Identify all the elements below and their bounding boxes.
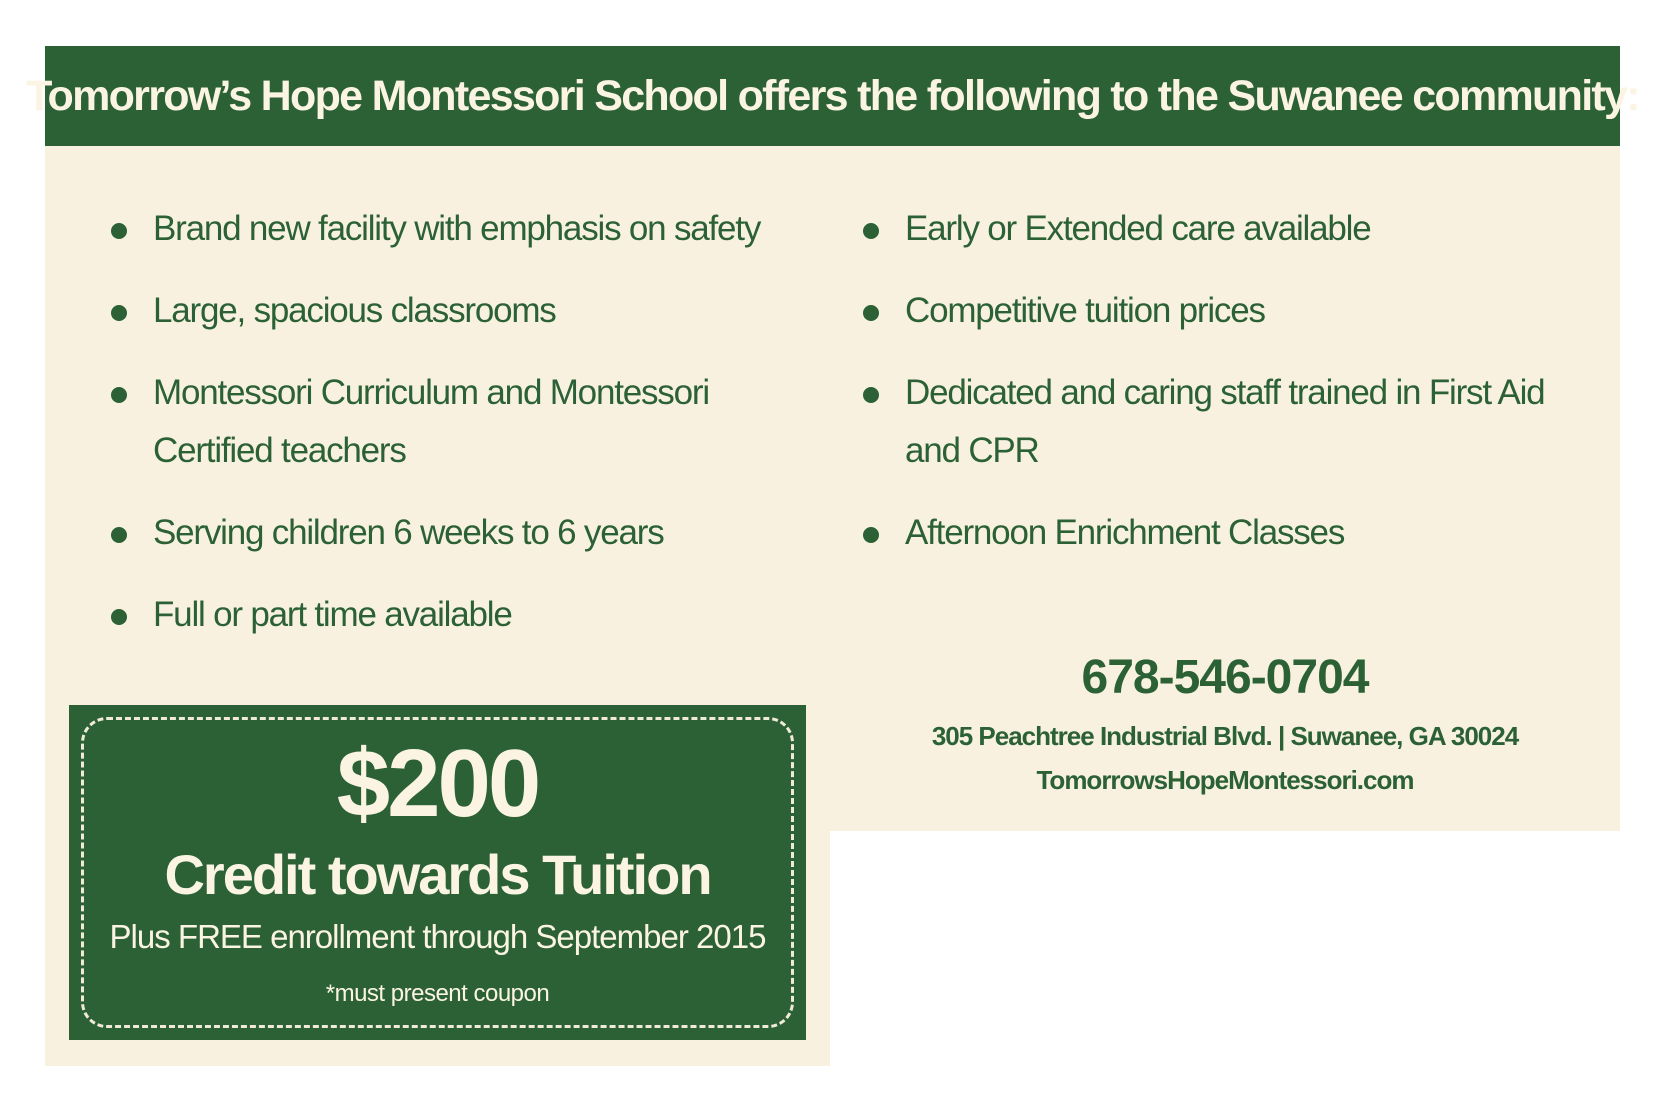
bullet-icon [111, 223, 127, 239]
feature-text: Montessori Curriculum and Montessori Certified teachers [153, 373, 709, 470]
feature-item [106, 364, 826, 480]
feature-item [858, 200, 1558, 258]
feature-text: Competitive tuition prices [905, 291, 1265, 330]
header-title: Tomorrow’s Hope Montessori School offers the following to the Suwanee community: [26, 71, 1639, 120]
feature-text: Full or part time available [153, 595, 512, 634]
coupon-headline: Credit towards Tuition [164, 843, 711, 906]
feature-item [106, 586, 826, 644]
feature-item [858, 282, 1558, 340]
feature-text: Large, spacious classrooms [153, 291, 556, 330]
feature-item [858, 504, 1558, 562]
feature-text: Afternoon Enrichment Classes [905, 513, 1345, 552]
coupon-content [69, 705, 806, 1040]
bullet-icon [111, 305, 127, 321]
feature-item [858, 364, 1558, 480]
website: TomorrowsHopeMontessori.com [1036, 765, 1414, 795]
feature-item [106, 282, 826, 340]
bullet-icon [863, 387, 879, 403]
feature-text: Early or Extended care available [905, 209, 1371, 248]
coupon-subline: Plus FREE enrollment through September 2015 [109, 918, 766, 955]
header-banner [26, 46, 1639, 146]
bullet-icon [863, 305, 879, 321]
bullet-icon [111, 609, 127, 625]
feature-item [106, 504, 826, 562]
feature-item [106, 200, 826, 258]
feature-text: Dedicated and caring staff trained in First Aid and CPR [905, 373, 1545, 470]
feature-text: Brand new facility with emphasis on safety [153, 209, 761, 248]
bullet-icon [863, 527, 879, 543]
contact-block [905, 648, 1545, 802]
feature-text: Serving children 6 weeks to 6 years [153, 513, 664, 552]
feature-list-right [858, 200, 1558, 586]
address: 305 Peachtree Industrial Blvd. | Suwanee, GA 30024 [931, 721, 1519, 751]
bullet-icon [111, 527, 127, 543]
phone-number: 678-546-0704 [1081, 651, 1369, 704]
coupon [69, 705, 806, 1040]
bullet-icon [111, 387, 127, 403]
bullet-icon [863, 223, 879, 239]
coupon-amount: $200 [336, 730, 539, 837]
feature-list-left [106, 200, 826, 668]
coupon-note: *must present coupon [325, 980, 550, 1007]
